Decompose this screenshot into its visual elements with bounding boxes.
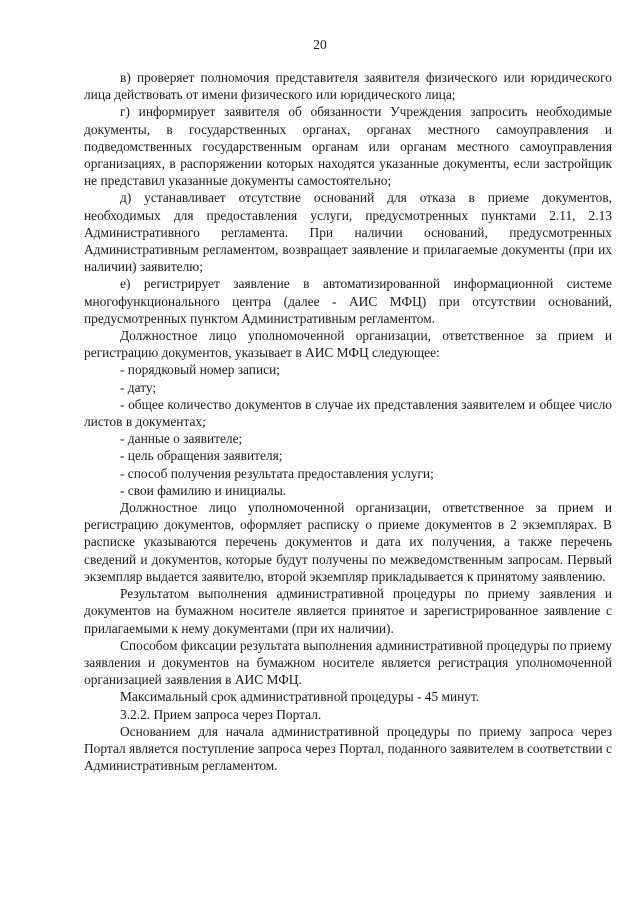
list-item: - данные о заявителе; — [120, 431, 243, 447]
paragraph-fixation: Способом фиксации результата выполнения административной процедуры по приему заявления и документов на бумажном носителе является регистрация уполномоченной организацией заявления в АИС МФЦ. — [84, 637, 612, 688]
paragraph-portal: Основанием для начала административной процедуры по приему запроса через Портал является поступление запроса через Портал, поданного заявителем в соответствии с Административным регламентом. — [84, 723, 612, 774]
list-item: - порядковый номер записи; — [120, 362, 280, 378]
document-body — [84, 69, 612, 774]
list-item: - цель обращения заявителя; — [120, 448, 283, 464]
page-number: 20 — [313, 37, 327, 52]
paragraph-result: Результатом выполнения административной процедуры по приему заявления и документов на бумажном носителе является принятое и зарегистрированное заявление с прилагаемыми к нему документами (при их наличии). — [84, 586, 612, 636]
paragraph-g: г) информирует заявителя об обязанности Учреждения запросить необходимые документы, в государственных органах, органах местного самоуправления и подведомственных государственным органам или органам местного самоуправления организациях, в распоряжении которых находятся указанные документы, если застройщик не представил указанные документы самостоятельно; — [84, 104, 612, 189]
paragraph-receipt: Должностное лицо уполномоченной организации, ответственное за прием и регистрацию документов, оформляет расписку о приеме документов в 2 экземплярах. В расписке указываются перечень документов и дата их получения, а также перечень сведений и документов, которые будут получены по межведомственным запросам. Первый экземпляр выдается заявителю, второй экземпляр прикладывается к принятому заявлению. — [84, 500, 612, 584]
paragraph-e: е) регистрирует заявление в автоматизированной информационной системе многофункционального центра (далее - АИС МФЦ) при отсутствии оснований, предусмотренных пунктом Административным регламентом. — [84, 276, 612, 326]
paragraph-d: д) устанавливает отсутствие оснований для отказа в приеме документов, необходимых для предоставления услуги, предусмотренных пунктами 2.11, 2.13 Административного регламента. При наличии оснований, предусмотренных Административным регламентом, возвращает заявление и прилагаемые документы (при их наличии) заявителю; — [84, 190, 612, 275]
paragraph-official-records: Должностное лицо уполномоченной организации, ответственное за прием и регистрацию документов, указывает в АИС МФЦ следующее: — [84, 328, 612, 361]
list-item: - свои фамилию и инициалы. — [120, 482, 287, 498]
section-heading: 3.2.2. Прием запроса через Портал. — [120, 706, 322, 722]
paragraph-v: в) проверяет полномочия представителя заявителя физического или юридического лица действовать от имени физического или юридического лица; — [84, 70, 612, 103]
paragraph-max-time: Максимальный срок административной процедуры - 45 минут. — [120, 689, 480, 705]
list-item: - способ получения результата предоставления услуги; — [120, 465, 434, 481]
list-item: - дату; — [120, 379, 157, 395]
list-item: - общее количество документов в случае их представления заявителем и общее число листов в документах; — [84, 396, 612, 430]
